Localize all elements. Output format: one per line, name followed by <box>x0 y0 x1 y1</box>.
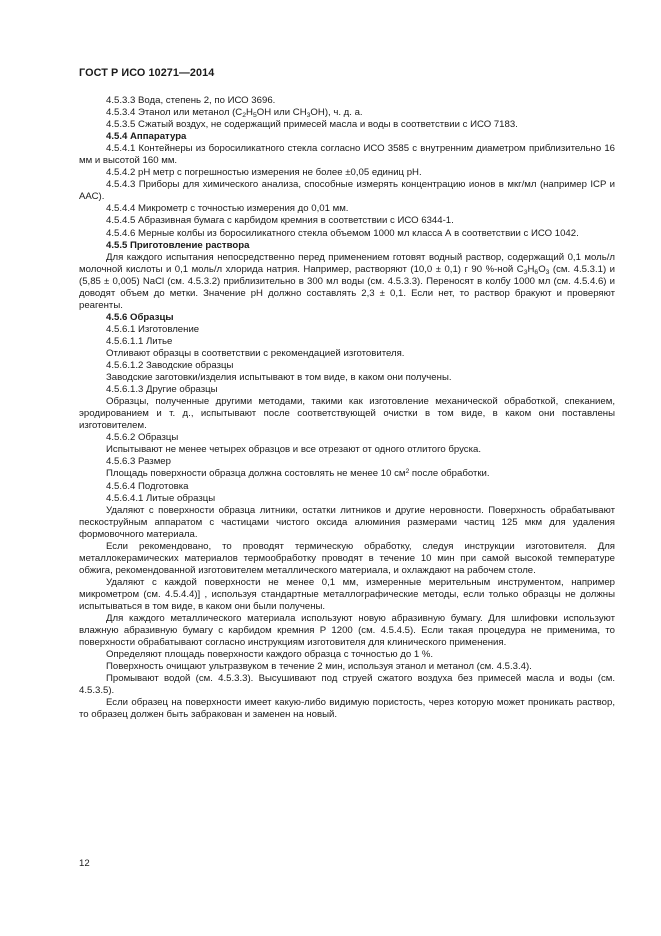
para-4-5-3-3: 4.5.3.3 Вода, степень 2, по ИСО 3696. <box>106 95 276 106</box>
para-rinse-dry: Промывают водой (см. 4.5.3.3). Высушивают под струей сжатого воздуха без примесей масла и воды (см. 4.5.3.5). <box>79 673 615 697</box>
para-4-5-4-4: 4.5.4.4 Микрометр с точностью измерения до 0,01 мм. <box>106 203 349 215</box>
para-casting: Отливают образцы в соответствии с рекомендацией изготовителя. <box>106 347 405 359</box>
para-4-5-6-3: 4.5.6.3 Размер <box>106 456 171 468</box>
para-surface-area: Площадь поверхности образца должна состовлять не менее 10 $см^2$ после обработки. <box>106 468 490 480</box>
para-4-5-6-4-1: 4.5.6.4.1 Литые образцы <box>106 492 216 504</box>
para-heat-treatment: Если рекомендовано, то проводят термическую обработку, следуя инструкции изготовителя. Для металлокерамических материалов термообработку проводят в течение 10 мин при самой высокой температуре обжига, рекомендованной изготовителем металлического материала, и охлаждают на рабочем столе. <box>79 540 615 576</box>
para-4-5-6-4: 4.5.6.4 Подготовка <box>106 480 189 492</box>
heading-4-5-6: 4.5.6 Образцы <box>106 311 174 323</box>
para-4-5-6-1-3: 4.5.6.1.3 Другие образцы <box>106 384 218 396</box>
para-sandblasting: Удаляют с поверхности образца литники, остатки литников и другие неровности. Поверхность обрабатывают пескоструйным аппаратом с частицами чистого оксида алюминия размерами частиц 125 мкм для удаления формовочного материала. <box>79 504 615 540</box>
para-4-5-3-5: 4.5.3.5 Сжатый воздух, не содержащий примесей масла и воды в соответствии с ИСО 7183. <box>106 119 518 131</box>
para-4-5-6-1-1: 4.5.6.1.1 Литье <box>106 335 173 347</box>
para-4-5-6-1: 4.5.6.1 Изготовление <box>106 323 200 335</box>
para-4-5-3-4: 4.5.3.4 Этанол или метанол ($C_2H_5OH$ или $CH_3OH$), ч. д. а. <box>106 107 363 120</box>
heading-4-5-4: 4.5.4 Аппаратура <box>106 131 187 143</box>
heading-4-5-5: 4.5.5 Приготовление раствора <box>106 239 250 251</box>
page-number: 12 <box>79 858 90 869</box>
para-area-measure: Определяют площадь поверхности каждого образца с точностью до 1 %. <box>106 649 434 661</box>
para-4-5-4-5: 4.5.4.5 Абразивная бумага с карбидом кремния в соответствии с ИСО 6344-1. <box>106 215 454 227</box>
para-factory-samples: Заводские заготовки/изделия испытывают в том виде, в каком они получены. <box>106 372 452 384</box>
para-ultrasonic-clean: Поверхность очищают ультразвуком в течение 2 мин, используя этанол и метанол (см. 4.5.3.4). <box>106 661 532 673</box>
para-4-5-4-2: 4.5.4.2 pH метр с погрешностью измерения не более ±0,05 единиц pH. <box>106 167 422 179</box>
para-solution-prep: Для каждого испытания непосредственно перед применением готовят водный раствор, содержащий 0,1 моль/л молочной кислоты и 0,1 моль/л хлорида натрия. Например, растворяют (10,0 ± 0,1) г 90 %-ной $C_3H_6O_3$ (см. 4.5.3.1) и (5,85 ± 0,005) NaCl (см. 4.5.3.2) приблизительно в 300 мл воды (см. 4.5.3.3). Переносят в колбу 1000 мл (см. 4.5.4.6) и доводят объем до метки. Значение pH должно составлять 2,3 ± 0,1. Если нет, то раствор бракуют и проверяют реагенты. <box>79 251 615 311</box>
para-porosity: Если образец на поверхности имеет какую-либо видимую пористость, через которую может проникать раствор, то образец должен быть забракован и заменен на новый. <box>79 697 615 721</box>
document-header: ГОСТ Р ИСО 10271—2014 <box>79 67 215 79</box>
para-4-5-6-1-2: 4.5.6.1.2 Заводские образцы <box>106 360 234 372</box>
para-4-5-6-2: 4.5.6.2 Образцы <box>106 432 179 444</box>
para-surface-removal: Удаляют с каждой поверхности не менее 0,1 мм, измеренные мерительным инструментом, например микрометром (см. 4.5.4.4)] , используя стандартные металлографические методы, если только образцы не должны испытываться в том виде, в каком они были получены. <box>79 576 615 612</box>
para-sample-count: Испытывают не менее четырех образцов и все отрезают от одного отлитого бруска. <box>106 444 482 456</box>
para-4-5-4-1: 4.5.4.1 Контейнеры из боросиликатного стекла согласно ИСО 3585 с внутренним диаметром приблизительно 16 мм и высотой 160 мм. <box>79 143 615 167</box>
document-body <box>79 95 615 721</box>
para-other-samples: Образцы, полученные другими методами, такими как изготовление механической обработкой, спеканием, эродированием и т. д., испытывают после соответствующей очистки в том виде, в каком они поставлены изготовителем. <box>79 396 615 432</box>
para-abrasive-paper: Для каждого металлического материала используют новую абразивную бумагу. Для шлифовки используют влажную абразивную бумагу с карбидом кремния Р 1200 (см. 4.5.4.5). Если такая процедура не применима, то поверхности обрабатывают согласно инструкциям изготовителя для клинического применения. <box>79 613 615 649</box>
para-4-5-4-3: 4.5.4.3 Приборы для химического анализа, способные измерять концентрацию ионов в мкг/мл (например ICP и ААС). <box>79 179 615 203</box>
para-4-5-4-6: 4.5.4.6 Мерные колбы из боросиликатного стекла объемом 1000 мл класса А в соответствии с ИСО 1042. <box>106 227 579 239</box>
